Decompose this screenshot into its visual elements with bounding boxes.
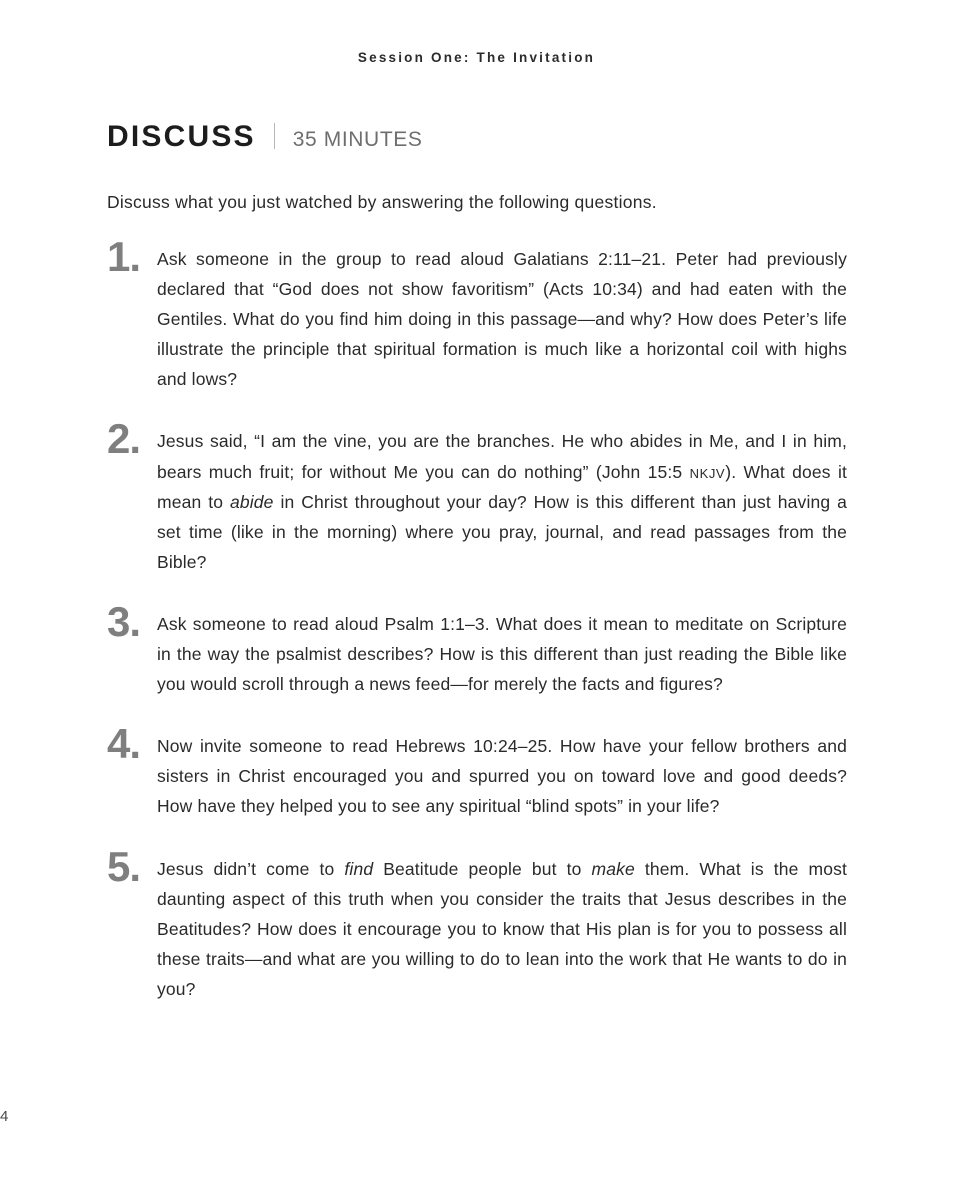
question-number: 3. [107, 597, 141, 645]
question-number: 2. [107, 415, 141, 463]
intro-text: Discuss what you just watched by answering the following questions. [107, 192, 657, 212]
question-item-4 [107, 720, 847, 821]
page-content [107, 120, 847, 1036]
question-list [107, 233, 848, 1004]
bible-version-label: NKJV [689, 465, 726, 481]
question-text-part-1: Jesus said, “I am the vine, you are the branches. He who abides in Me, and I in him, bears much fruit; for without Me you can do nothing” (John 15:5 [157, 431, 847, 482]
question-text-part-1: Jesus didn’t come to [157, 858, 345, 879]
title-divider [274, 123, 275, 149]
section-header [107, 120, 847, 154]
page-title: DISCUSS [107, 120, 256, 153]
question-text: Ask someone to read aloud Psalm 1:1–3. What does it mean to meditate on Scripture in the way the psalmist describes? How is this different than just reading the Bible like you would scroll through a news feed—for merely the facts and figures? [157, 613, 847, 695]
page-number: 4 [0, 1108, 9, 1125]
question-text-part-3: in Christ throughout your day? How is this different than just having a set time (like in the morning) where you pray, journal, and read passages from the Bible? [157, 491, 848, 572]
question-text-part-2: Beatitude people but to [373, 858, 592, 879]
question-item-1 [107, 233, 847, 394]
question-text [157, 854, 847, 1004]
question-text-part-3: them. What is the most daunting aspect of this truth when you consider the traits that Jesus describes in the Beatitudes? How does it encourage you to know that His plan is for you to possess all these traits—and what are you willing to do to lean into the work that He wants to do in you? [157, 858, 847, 999]
emphasis-find: find [344, 858, 374, 879]
question-item-3 [107, 597, 847, 699]
section-duration: 35 MINUTES [292, 128, 423, 151]
question-number: 1. [107, 233, 141, 280]
question-text: Ask someone in the group to read aloud Galatians 2:11–21. Peter had previously declared that “God does not show favoritism” (Acts 10:34) and had eaten with the Gentiles. What do you find him doing in this passage—and why? How does Peter’s life illustrate the principle that spiritual formation is much like a horizontal coil with highs and lows? [157, 249, 847, 390]
running-head: Session One: The Invitation [357, 50, 596, 65]
question-text-part-2: ). What does it mean to [157, 461, 848, 512]
question-number: 4. [107, 720, 141, 768]
question-number: 5. [107, 842, 141, 890]
emphasis-make: make [591, 858, 635, 879]
question-item-5 [107, 842, 847, 1004]
emphasis-abide: abide [230, 491, 274, 512]
question-text: Now invite someone to read Hebrews 10:24–25. How have your fellow brothers and sisters in Christ encouraged you and spurred you on toward love and good deeds? How have they helped you to see any spiritual “blind spots” in your life? [157, 736, 847, 817]
question-item-2 [107, 415, 848, 576]
question-text [157, 426, 847, 576]
